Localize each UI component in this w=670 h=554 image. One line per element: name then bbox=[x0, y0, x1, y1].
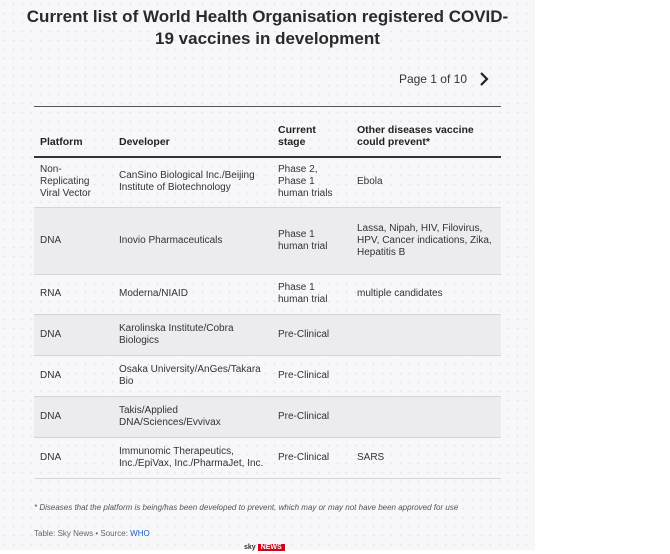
table-row bbox=[34, 437, 501, 478]
cell-developer: Immunomic Therapeutics, Inc./EpiVax, Inc./PharmaJet, Inc. bbox=[113, 437, 272, 478]
table-row bbox=[34, 314, 501, 355]
table-header-row bbox=[34, 107, 501, 157]
cell-stage: Phase 2, Phase 1 human trials bbox=[272, 157, 351, 207]
cell-other-diseases bbox=[351, 396, 501, 437]
cell-stage: Pre-Clinical bbox=[272, 437, 351, 478]
cell-platform: RNA bbox=[34, 274, 113, 314]
cell-stage: Pre-Clinical bbox=[272, 396, 351, 437]
cell-developer: CanSino Biological Inc./Beijing Institute of Biotechnology bbox=[113, 157, 272, 207]
header-platform: Platform bbox=[34, 107, 113, 157]
footnote: * Diseases that the platform is being/has been developed to prevent, which may or may not have been approved for use bbox=[34, 503, 459, 512]
cell-other-diseases: multiple candidates bbox=[351, 274, 501, 314]
cell-other-diseases bbox=[351, 355, 501, 396]
cell-other-diseases bbox=[351, 314, 501, 355]
cell-other-diseases: Ebola bbox=[351, 157, 501, 207]
cell-other-diseases: SARS bbox=[351, 437, 501, 478]
cell-platform: DNA bbox=[34, 355, 113, 396]
source-link[interactable]: WHO bbox=[130, 529, 150, 538]
cell-other-diseases: Lassa, Nipah, HIV, Filovirus, HPV, Cancer indications, Zika, Hepatitis B bbox=[351, 207, 501, 274]
header-stage: Current stage bbox=[272, 107, 351, 157]
vaccine-table bbox=[34, 107, 501, 479]
cell-platform: DNA bbox=[34, 396, 113, 437]
vaccine-table-wrapper bbox=[34, 106, 501, 479]
chevron-right-icon bbox=[479, 72, 489, 86]
sky-news-logo bbox=[244, 544, 285, 554]
cell-developer: Moderna/NIAID bbox=[113, 274, 272, 314]
page-indicator: Page 1 of 10 bbox=[398, 72, 467, 86]
cell-developer: Inovio Pharmaceuticals bbox=[113, 207, 272, 274]
header-developer: Developer bbox=[113, 107, 272, 157]
cell-developer: Karolinska Institute/Cobra Biologics bbox=[113, 314, 272, 355]
cell-stage: Pre-Clinical bbox=[272, 355, 351, 396]
table-row bbox=[34, 355, 501, 396]
cell-developer: Osaka University/AnGes/Takara Bio bbox=[113, 355, 272, 396]
source-line bbox=[34, 529, 150, 538]
page-title: Current list of World Health Organisation registered COVID-19 vaccines in development bbox=[26, 7, 509, 48]
table-row bbox=[34, 274, 501, 314]
cell-platform: DNA bbox=[34, 314, 113, 355]
cell-platform: DNA bbox=[34, 437, 113, 478]
logo-news: NEWS bbox=[258, 544, 285, 551]
source-prefix: Table: Sky News • Source: bbox=[34, 529, 131, 538]
table-row bbox=[34, 396, 501, 437]
table-row bbox=[34, 207, 501, 274]
cell-platform: DNA bbox=[34, 207, 113, 274]
next-page-button[interactable] bbox=[475, 70, 493, 88]
cell-stage: Phase 1 human trial bbox=[272, 274, 351, 314]
table-row bbox=[34, 157, 501, 207]
cell-platform: Non-Replicating Viral Vector bbox=[34, 157, 113, 207]
cell-stage: Phase 1 human trial bbox=[272, 207, 351, 274]
header-other-diseases: Other diseases vaccine could prevent* bbox=[351, 107, 501, 157]
pagination bbox=[399, 70, 493, 88]
logo-sky: sky bbox=[244, 544, 256, 551]
cell-stage: Pre-Clinical bbox=[272, 314, 351, 355]
cell-developer: Takis/Applied DNA/Sciences/Evvivax bbox=[113, 396, 272, 437]
